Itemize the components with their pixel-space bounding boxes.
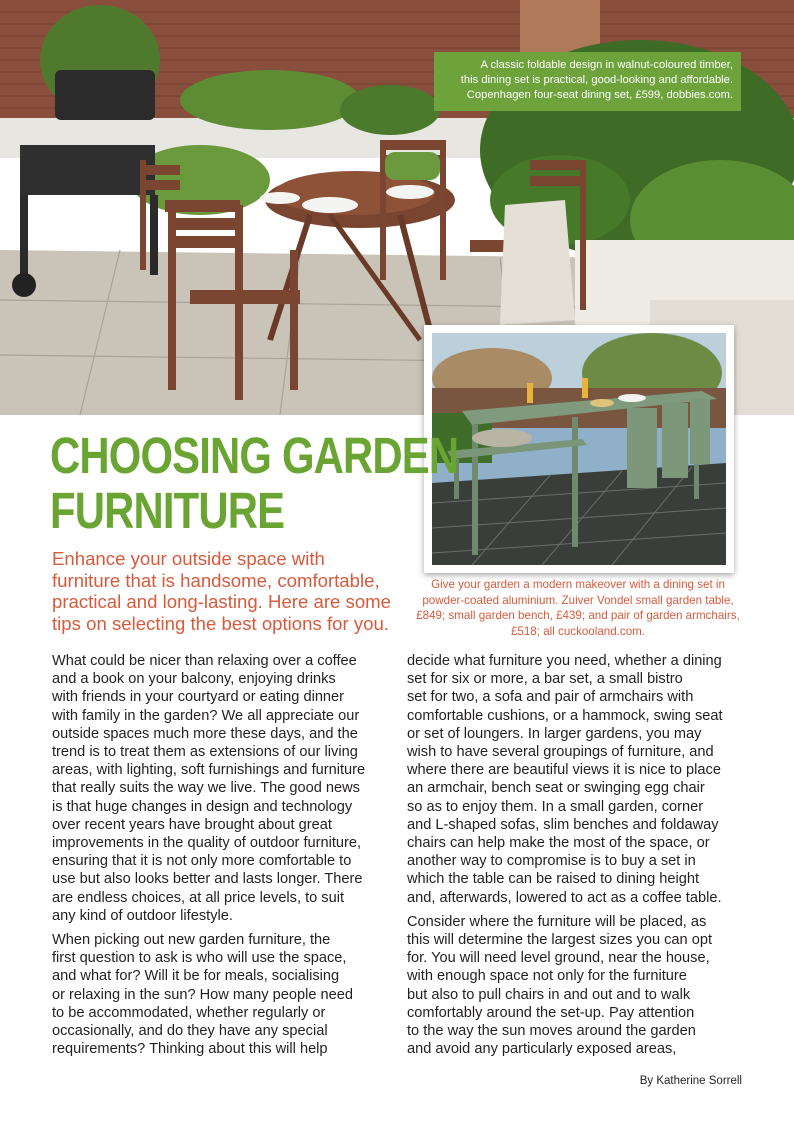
body-paragraph	[407, 652, 752, 907]
body-line: with friends in your courtyard or eating dinner	[52, 689, 345, 706]
page-title-line: FURNITURE	[50, 482, 285, 539]
body-line: wish to have several groupings of furniture, and	[407, 744, 714, 761]
body-line: When picking out new garden furniture, the	[52, 932, 331, 949]
body-line: requirements? Thinking about this will help	[52, 1041, 328, 1058]
body-line: and a book on your balcony, enjoying drinks	[52, 671, 336, 688]
hero-caption-line: this dining set is practical, good-looking and affordable.	[460, 74, 733, 86]
body-line: and L-shaped sofas, slim benches and foldaway	[407, 816, 719, 833]
body-line: Consider where the furniture will be placed, as	[407, 913, 707, 930]
body-line: comfortable cushions, or a hammock, swing seat	[407, 707, 723, 724]
body-line: What could be nicer than relaxing over a coffee	[52, 653, 357, 669]
hero-caption-line: A classic foldable design in walnut-coloured timber,	[480, 59, 733, 71]
body-line: to the way the sun moves around the garden	[407, 1023, 696, 1040]
body-line: so as to enjoy them. In a small garden, corner	[407, 798, 704, 815]
inset-caption-line: £518; all cuckooland.com.	[510, 624, 646, 638]
inset-photo-illustration	[432, 333, 726, 565]
body-line: to be accommodated, whether regularly or	[52, 1004, 326, 1021]
body-line: with family in the garden? We all appreciate our	[52, 707, 360, 724]
hero-caption-line: Copenhagen four-seat dining set, £599, dobbies.com.	[466, 89, 733, 101]
body-line: but also to pull chairs in and out and to walk	[407, 986, 691, 1003]
inset-photo-frame	[424, 325, 734, 573]
body-line: chairs can help make the most of the space, or	[407, 835, 710, 852]
body-line: areas, with lighting, soft furnishings and furniture	[52, 762, 366, 779]
body-column-left	[52, 652, 392, 1064]
body-line: this will determine the largest sizes you can opt	[407, 932, 712, 949]
body-line: comfortably around the set-up. Pay attention	[407, 1004, 695, 1021]
body-line: first question to ask is who will use the space,	[52, 950, 347, 967]
body-line: is that huge changes in design and technology	[52, 798, 353, 815]
inset-caption-line: Give your garden a modern makeover with a dining set in	[431, 578, 725, 591]
body-line: for. You will need level ground, near the house,	[407, 950, 710, 967]
body-line: outside spaces much more these days, and the	[52, 725, 358, 742]
body-line: with enough space not only for the furniture	[407, 968, 687, 985]
body-line: improvements in the quality of outdoor furniture,	[52, 835, 362, 852]
body-line: another way to compromise is to buy a set in	[407, 853, 696, 870]
body-line: are endless choices, at all price levels, to suit	[52, 889, 345, 906]
body-line: which the table can be raised to dining height	[407, 871, 700, 888]
body-column-right	[407, 652, 752, 1064]
body-line: or relaxing in the sun? How many people need	[52, 986, 353, 1003]
body-line: and what for? Will it be for meals, socialising	[52, 968, 340, 985]
standfirst	[52, 548, 397, 634]
byline: By Katherine Sorrell	[639, 1075, 742, 1087]
body-line: and, afterwards, lowered to act as a coffee table.	[407, 889, 722, 906]
page-title	[50, 428, 458, 538]
body-line: that really suits the way we live. The good news	[52, 780, 360, 797]
body-line: an armchair, bench seat or swinging egg chair	[407, 780, 705, 797]
body-line: and avoid any particularly exposed areas,	[407, 1041, 677, 1058]
body-line: over recent years have brought about great	[52, 816, 332, 833]
body-line: set for six or more, a bar set, a small bistro	[407, 671, 683, 688]
body-line: any kind of outdoor lifestyle.	[52, 907, 233, 924]
body-line: use but also looks better and lasts longer. There	[52, 871, 363, 888]
body-line: ensuring that it is not only more comfortable to	[52, 853, 352, 870]
standfirst-line: tips on selecting the best options for you.	[52, 612, 389, 634]
body-line: where there are beautiful views it is nice to place	[407, 762, 721, 779]
body-line: occasionally, and do they have any special	[52, 1023, 328, 1040]
standfirst-line: furniture that is handsome, comfortable,	[52, 569, 380, 591]
standfirst-line: practical and long-lasting. Here are some	[52, 591, 391, 612]
inset-caption-line: £849; small garden bench, £439; and pair of garden armchairs,	[416, 609, 740, 622]
body-paragraph	[52, 931, 392, 1058]
body-line: trend is to treat them as extensions of our living	[52, 744, 358, 761]
page-title-line: CHOOSING GARDEN	[50, 427, 459, 484]
body-paragraph	[407, 913, 752, 1059]
body-line: set for two, a sofa and pair of armchairs with	[407, 689, 694, 706]
inset-caption-line: powder-coated aluminium. Zuiver Vondel small garden table,	[422, 593, 734, 607]
standfirst-line: Enhance your outside space with	[52, 548, 325, 569]
inset-caption	[403, 577, 753, 639]
body-line: decide what furniture you need, whether a dining	[407, 653, 722, 669]
body-line: or set of loungers. In larger gardens, you may	[407, 725, 702, 742]
body-paragraph	[52, 652, 392, 925]
hero-caption	[434, 52, 741, 111]
